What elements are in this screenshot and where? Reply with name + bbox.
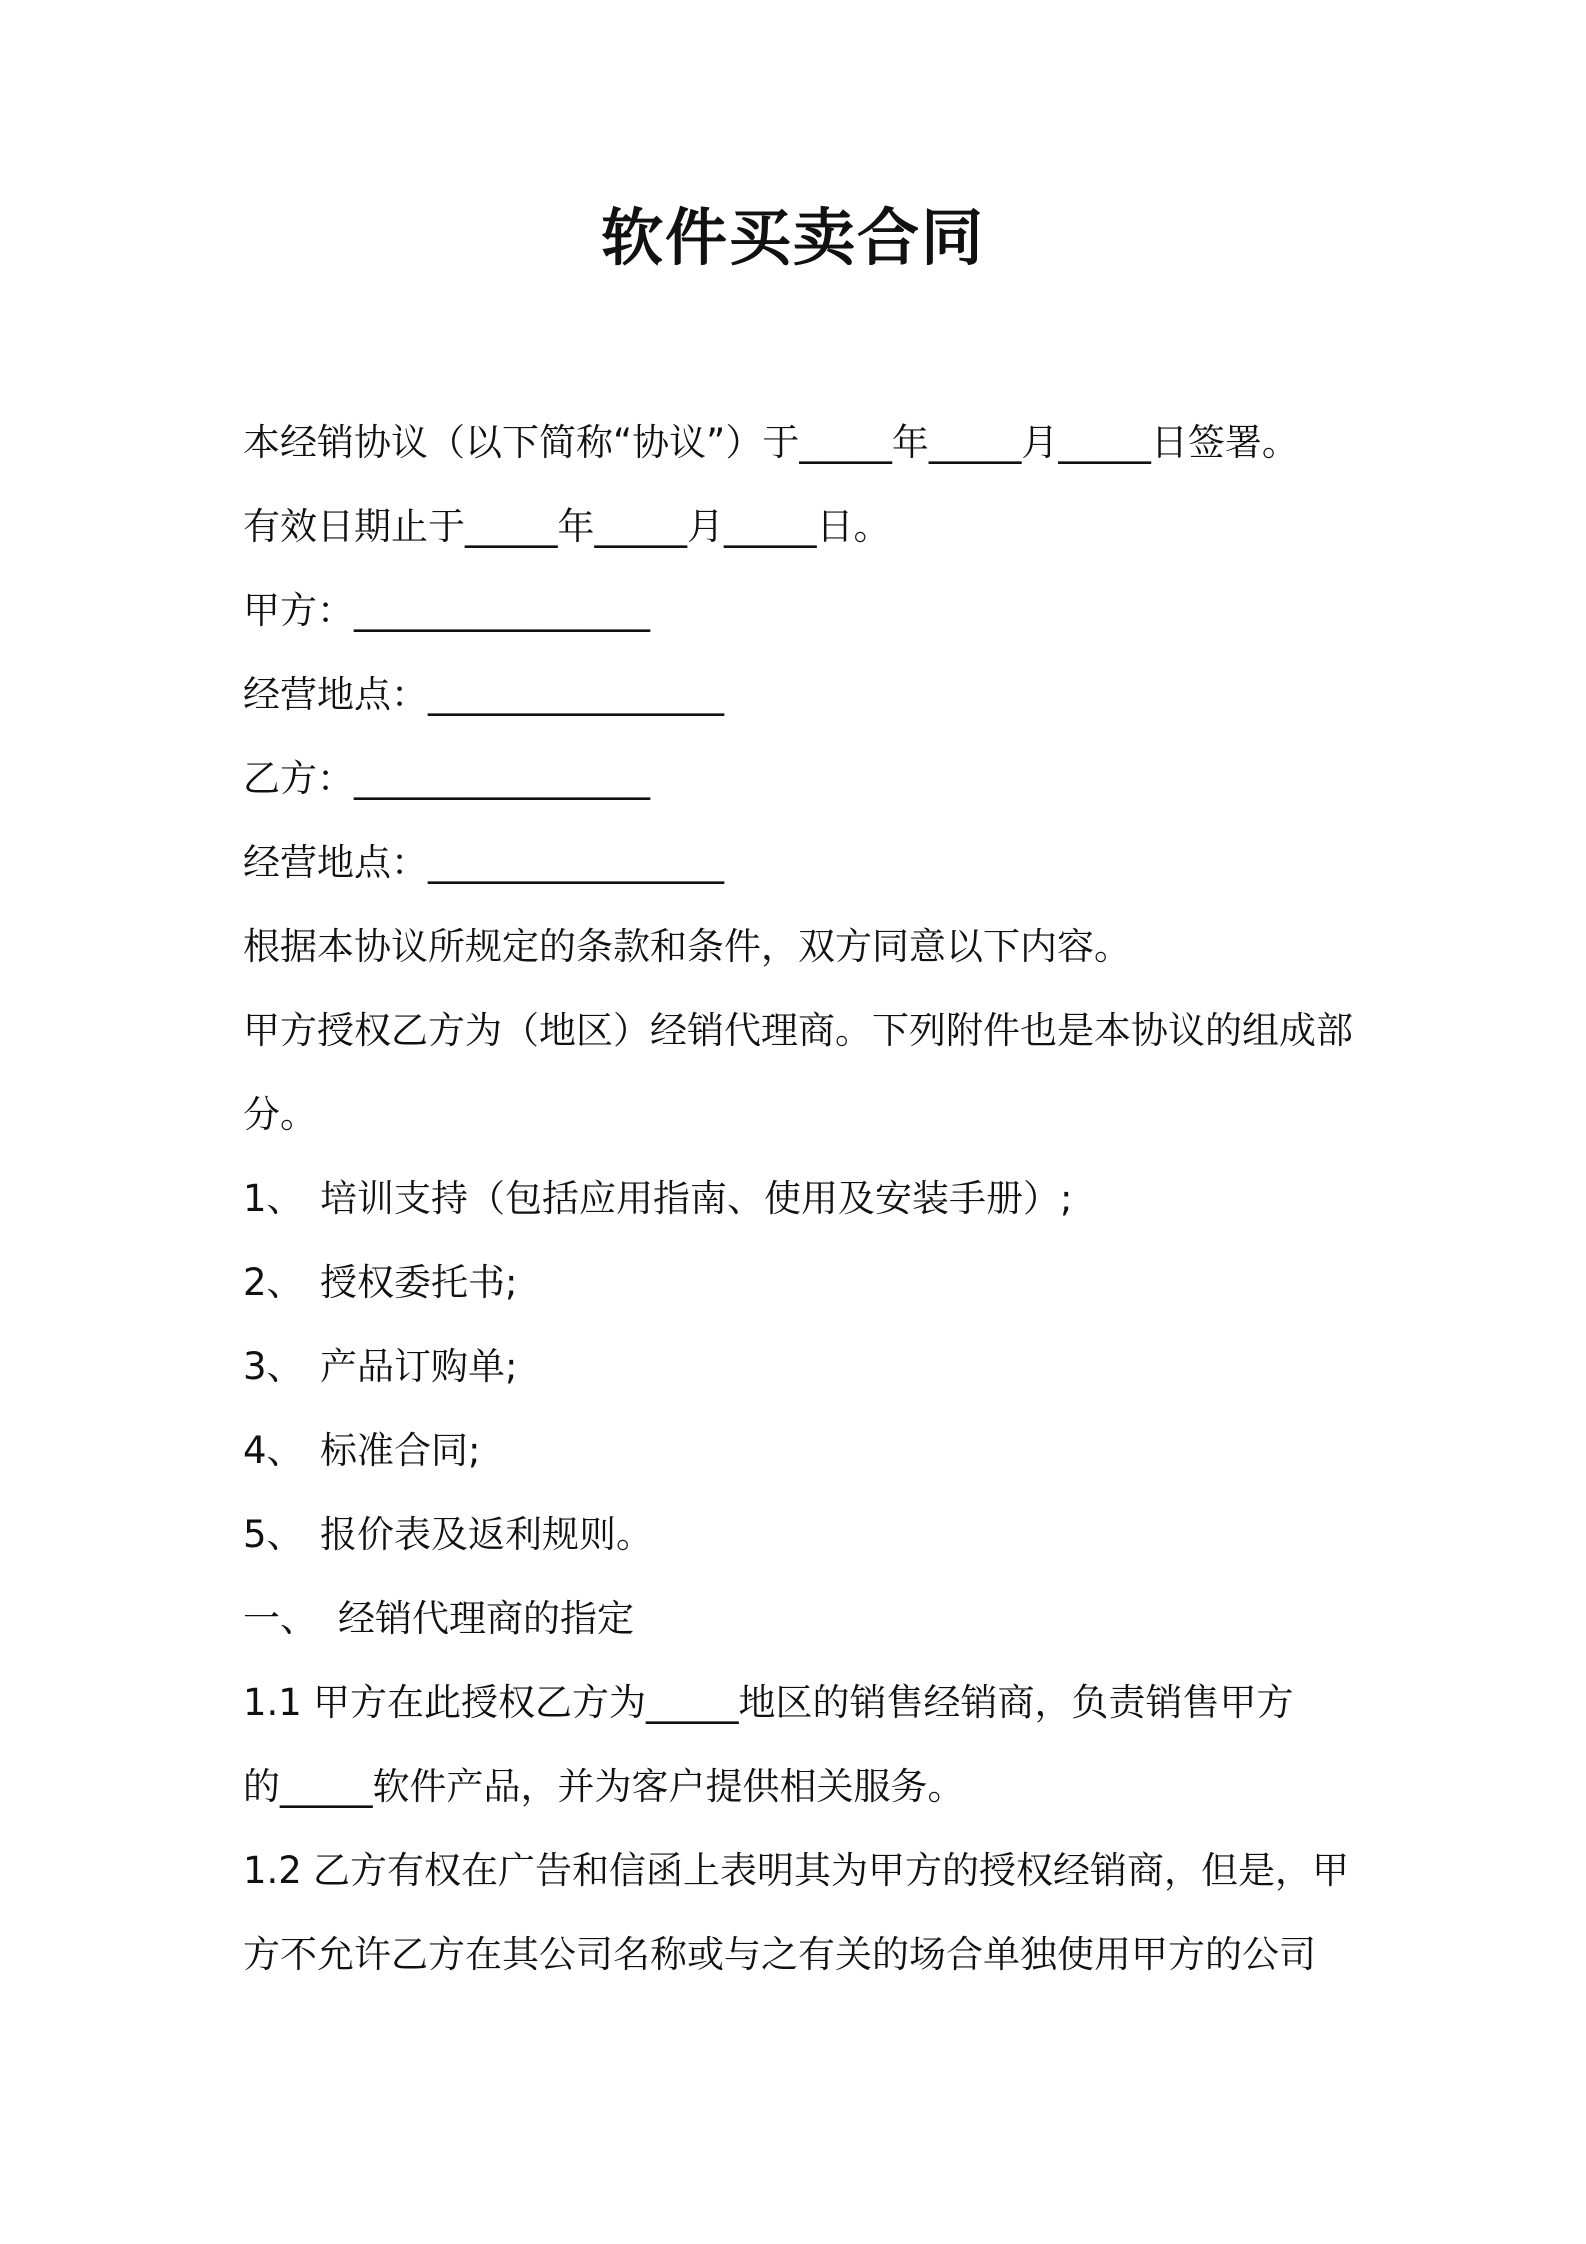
list-item-number: 4、 [243,1429,304,1472]
clause-1-2-cont: 方不允许乙方在其公司名称或与之有关的场合单独使用甲方的公司 [243,1933,1316,1976]
list-item-text: 报价表及返利规则。 [320,1513,653,1556]
list-item [243,1409,1363,1493]
section-title: 经销代理商的指定 [338,1597,634,1640]
list-item-text: 标准合同; [320,1429,481,1472]
paragraph-agreement: 根据本协议所规定的条款和条件，双方同意以下内容。 [243,925,1131,968]
paragraph-party-b-address: 经营地点：________________ [243,841,724,884]
clause-number: 1.2 [243,1849,302,1892]
paragraph-authorization: 甲方授权乙方为（地区）经销代理商。下列附件也是本协议的组成部 [243,1009,1353,1052]
paragraph-party-a: 甲方：________________ [243,589,650,632]
paragraph-expiry-date: 有效日期止于_____年_____月_____日。 [243,505,891,548]
list-item-number: 3、 [243,1345,304,1388]
list-item-text: 产品订购单; [320,1345,518,1388]
clause-1-2 [243,1829,1363,1913]
clause-number: 1.1 [243,1681,302,1724]
list-item-number: 1、 [243,1177,304,1220]
list-item-number: 2、 [243,1261,304,1304]
document-body [243,401,1363,1997]
list-item [243,1493,1363,1577]
section-heading [243,1577,1363,1661]
paragraph-authorization-cont: 分。 [243,1093,317,1136]
section-number: 一、 [243,1597,317,1640]
paragraph-signing-date: 本经销协议（以下简称“协议”）于_____年_____月_____日签署。 [243,421,1299,464]
clause-1-1-cont: 的_____软件产品，并为客户提供相关服务。 [243,1765,965,1808]
list-item [243,1325,1363,1409]
list-item [243,1157,1363,1241]
list-item-text: 培训支持（包括应用指南、使用及安装手册）; [320,1177,1073,1220]
list-item-text: 授权委托书; [320,1261,518,1304]
paragraph-party-a-address: 经营地点：________________ [243,673,724,716]
paragraph-party-b: 乙方：________________ [243,757,650,800]
clause-1-1 [243,1661,1363,1745]
list-item [243,1241,1363,1325]
clause-text: 乙方有权在广告和信函上表明其为甲方的授权经销商，但是，甲 [313,1849,1349,1892]
clause-text: 甲方在此授权乙方为_____地区的销售经销商，负责销售甲方 [313,1681,1294,1724]
document-title: 软件买卖合同 [600,201,985,274]
list-item-number: 5、 [243,1513,304,1556]
